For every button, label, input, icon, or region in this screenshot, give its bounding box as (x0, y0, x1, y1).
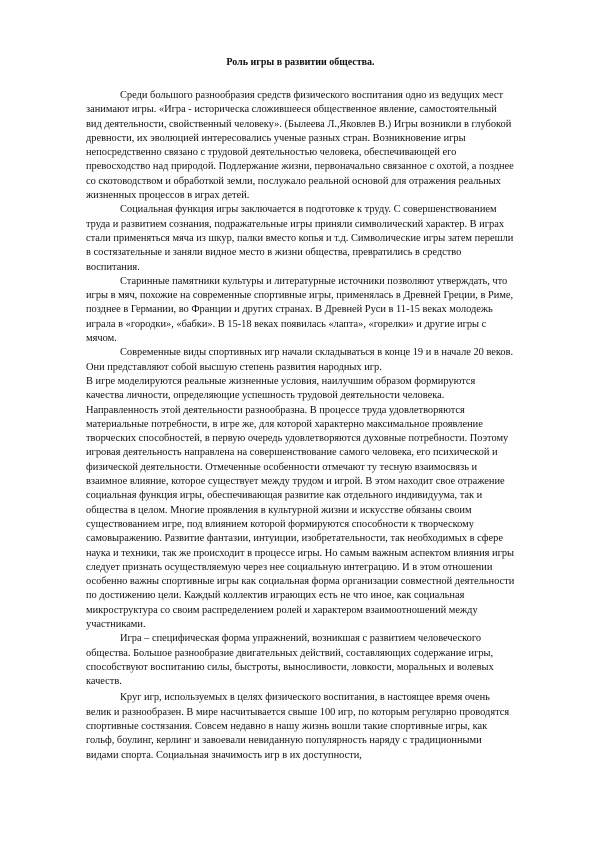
paragraph-2: Социальная функция игры заключается в подготовке к труду. С совершенствованием труда и развитием сознания, подражательные игры приняли символический характер. В играх стали применяться мяча из шкур, палки вместо копья и т.д. Символические игры затем перешли в состязательные и заняли видное место в жизни общества, превратились в средство воспитания. (86, 204, 514, 273)
paragraph-1: Среди большого разнообразия средств физического воспитания одно из ведущих мест занимают игры. «Игра - историческа сложившееся общественное явление, самостоятельный вид деятельности, свойственный человеку». (Былеева Л.,Яковлев В.) Игры возникли в глубокой древности, их эволюцией интересовались ученые разных стран. Возникновение игры непосредственно связано с трудовой деятельностью человека, обеспечивающей его превосходство над природой. Подлержание жизни, первоначально связанное с охотой, а позднее со скотоводством и обработкой земли, послужало реальной основой для отражения реальных жизненных процессов в играх детей. (86, 90, 514, 202)
paragraph-6: Игра – специфическая форма упражнений, возникшая с развитием человеческого общества. Большое разнообразие двигательных действий, составляющих содержание игры, способствуют воспитанию силы, быстроты, выносливости, ловкости, моральных и волевых качеств. (86, 633, 494, 688)
paragraph-7: Круг игр, используемых в целях физического воспитания, в настоящее время очень велик и разнообразен. В мире насчитывается свыше 100 игр, по которым регулярно проводятся спортивные состязания. Совсем недавно в нашу жизнь вошли такие спортивные игры, как гольф, боулинг, керлинг и завоевали невиданную популярность наряду с традиционными видами спорта. Социальная значимость игр в их доступности, (86, 692, 510, 761)
document-body (86, 89, 515, 763)
paragraph-4: Современные виды спортивных игр начали складываться в конце 19 и в начале 20 веков. Они представляют собой высшую степень развития народных игр. (86, 347, 514, 373)
paragraph-5: В игре моделируются реальные жизненные условия, наилучшим образом формируются качества личности, определяющие успешность трудовой деятельности человека. Направленность этой деятельности разнообразна. В процессе труда удовлетворяются материальные потребности, в игре же, для которой характерно максимальное проявление творческих способностей, в первую очередь удовлетворяются духовные потребности. Поэтому игровая деятельность направлена на совершенствование самого человека, его психической и физической деятельности. Отмеченные особенности отмечают ту тесную взаимосвязь и взаимное влияние, которое существует между трудом и игрой. В этом находит свое отражение социальная функция игры, обеспечивающая развитие как отдельного индивидуума, так и общества в целом. Многие проявления в культурной жизни и искусстве обязаны своим существованием игре, под влиянием которой формируются способности к творческому самовыражению. Развитие фантазии, интуиции, изобретательности, так необходимых в сфере наука и техники, так же происходит в процессе игры. Но самым важным аспектом влияния игры следует признать осуществляемую через нее социальную интеграцию. И в этом отношении особенно важны спортивные игры как социальная форма организации совместной деятельности по достижению цели. Каждый коллектив играющих есть не что иное, как социальная микроструктура со своим распределением ролей и характером взаимоотношений между участниками. (86, 375, 515, 630)
paragraph-3: Старинные памятники культуры и литературные источники позволяют утверждать, что игры в мяч, похожие на современные спортивные игры, применялась в Древней Греции, в Риме, позднее в Германии, во Франции и других странах. В Древней Руси в 11-15 веках молодежь играла в «городки», «бабки». В 15-18 веках появилась «лапта», «горелки» и другие игры с мячом. (86, 275, 514, 345)
document-title: Роль игры в развитии общества. (226, 57, 375, 68)
